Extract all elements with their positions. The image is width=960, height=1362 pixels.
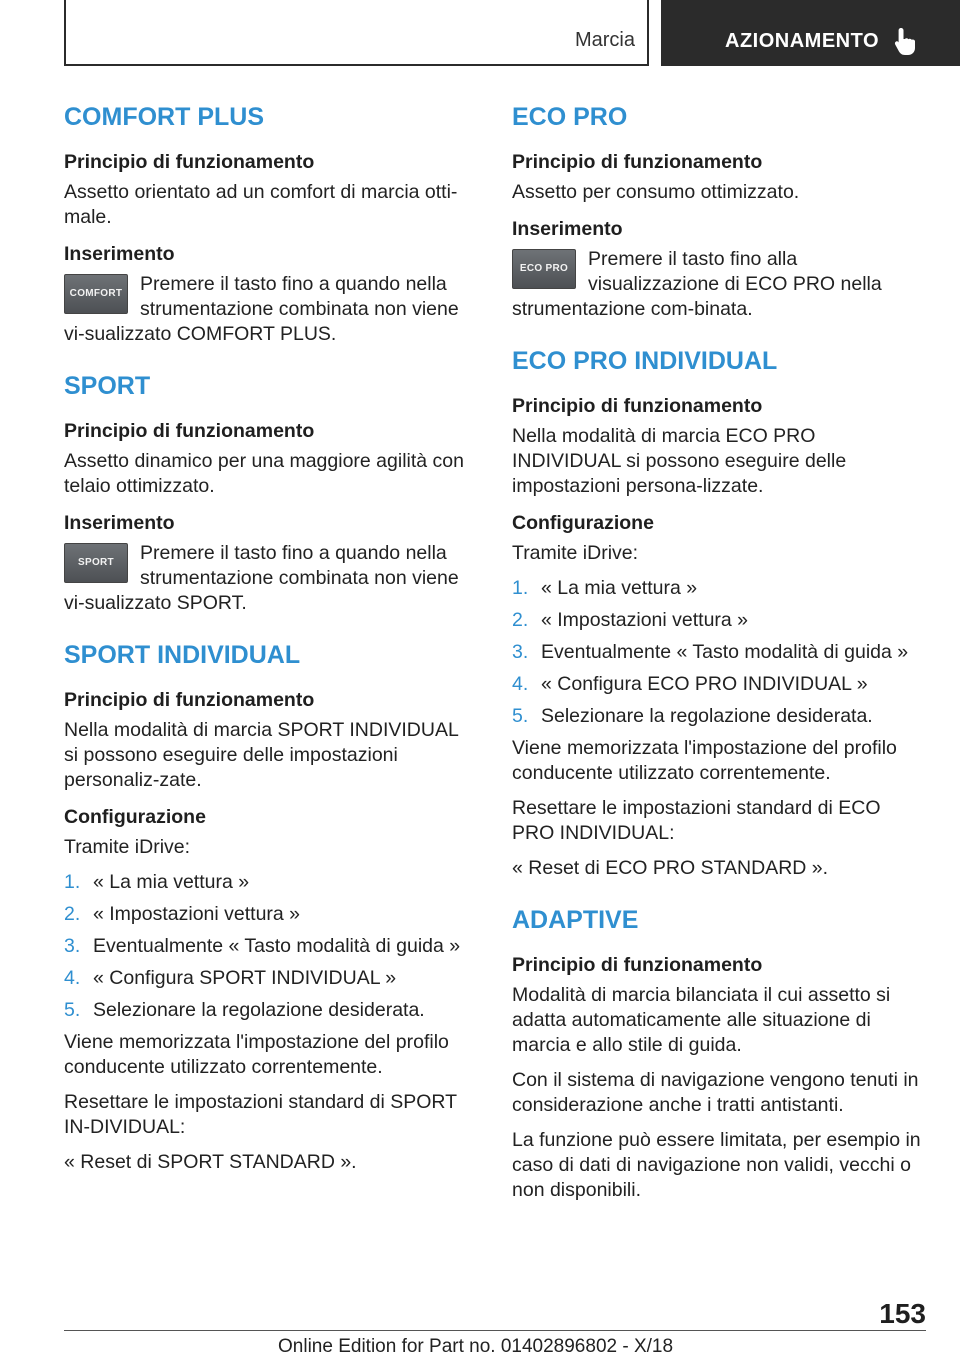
step-text: « La mia vettura » (93, 871, 250, 893)
step-text: « Configura ECO PRO INDIVIDUAL » (541, 673, 868, 695)
list-item (512, 608, 924, 633)
eco-pro-individual-config-intro: Tramite iDrive: (512, 542, 639, 564)
eco-pro-activation-heading: Inserimento (512, 218, 623, 240)
step-number: 3. (64, 935, 81, 957)
eco-pro-individual-steps (512, 576, 924, 729)
sport-individual-steps (64, 870, 476, 1023)
comfort-plus-principle-text: Assetto orientato ad un comfort di marcia otti-male. (64, 181, 458, 228)
eco-pro-individual-heading: ECO PRO INDIVIDUAL (512, 347, 778, 375)
eco-pro-button-image: ECO PRO (512, 249, 576, 289)
eco-pro-activation-text: Premere il tasto fino alla visualizzazione di ECO PRO nella strumentazione com-binata. (512, 248, 882, 320)
step-number: 2. (512, 609, 529, 631)
list-item (512, 640, 924, 665)
eco-pro-individual-saved-text: Viene memorizzata l'impostazione del profilo conducente utilizzato correntemente. (512, 737, 897, 784)
header-section-label: Marcia (574, 29, 635, 51)
sport-individual-heading: SPORT INDIVIDUAL (64, 641, 301, 669)
sport-individual-principle-text: Nella modalità di marcia SPORT INDIVIDUAL si possono eseguire delle impostazioni personaliz-zate. (64, 719, 459, 791)
right-column (512, 100, 924, 1213)
step-text: « Impostazioni vettura » (541, 609, 749, 631)
list-item (64, 902, 476, 927)
left-column (64, 100, 476, 1185)
sport-individual-config-heading: Configurazione (64, 806, 206, 828)
step-text: Selezionare la regolazione desiderata. (541, 705, 873, 727)
step-number: 5. (64, 999, 81, 1021)
eco-pro-individual-reset-path: « Reset di ECO PRO STANDARD ». (512, 857, 829, 879)
comfort-plus-principle-heading: Principio di funzionamento (64, 151, 315, 173)
adaptive-heading: ADAPTIVE (512, 906, 639, 934)
step-text: « La mia vettura » (541, 577, 698, 599)
comfort-plus-heading: COMFORT PLUS (64, 103, 264, 131)
sport-principle-heading: Principio di funzionamento (64, 420, 315, 442)
sport-activation-heading: Inserimento (64, 512, 175, 534)
step-text: Eventualmente « Tasto modalità di guida » (541, 641, 909, 663)
list-item (64, 998, 476, 1023)
sport-individual-principle-heading: Principio di funzionamento (64, 689, 315, 711)
comfort-plus-activation-heading: Inserimento (64, 243, 175, 265)
sport-activation-text: Premere il tasto fino a quando nella strumentazione combinata non viene vi-sualizzato SPORT. (64, 542, 459, 614)
list-item (512, 672, 924, 697)
comfort-plus-activation-text: Premere il tasto fino a quando nella strumentazione combinata non viene vi-sualizzato COMFORT PLUS. (64, 273, 459, 345)
footer-divider (64, 1330, 926, 1331)
step-text: « Configura SPORT INDIVIDUAL » (93, 967, 397, 989)
step-number: 1. (512, 577, 529, 599)
step-number: 4. (512, 673, 529, 695)
step-number: 1. (64, 871, 81, 893)
sport-individual-config-intro: Tramite iDrive: (64, 836, 191, 858)
list-item (64, 966, 476, 991)
header-chapter-label: AZIONAMENTO (725, 30, 880, 52)
step-text: Eventualmente « Tasto modalità di guida » (93, 935, 461, 957)
header-section-box (64, 0, 649, 66)
list-item (512, 704, 924, 729)
step-text: « Impostazioni vettura » (93, 903, 301, 925)
list-item (64, 870, 476, 895)
page-number: 153 (879, 1298, 926, 1329)
eco-pro-heading: ECO PRO (512, 103, 628, 131)
step-number: 5. (512, 705, 529, 727)
sport-individual-reset-path: « Reset di SPORT STANDARD ». (64, 1151, 357, 1173)
eco-pro-activation (512, 247, 924, 322)
sport-activation (64, 541, 476, 616)
eco-pro-principle-text: Assetto per consumo ottimizzato. (512, 181, 800, 203)
sport-heading: SPORT (64, 372, 151, 400)
comfort-button-image: COMFORT (64, 274, 128, 314)
sport-individual-saved-text: Viene memorizzata l'impostazione del profilo conducente utilizzato correntemente. (64, 1031, 449, 1078)
eco-pro-individual-reset-text: Resettare le impostazioni standard di ECO PRO INDIVIDUAL: (512, 797, 881, 844)
eco-pro-individual-config-heading: Configurazione (512, 512, 654, 534)
eco-pro-principle-heading: Principio di funzionamento (512, 151, 763, 173)
step-text: Selezionare la regolazione desiderata. (93, 999, 425, 1021)
step-number: 3. (512, 641, 529, 663)
sport-principle-text: Assetto dinamico per una maggiore agilità con telaio ottimizzato. (64, 450, 464, 497)
sport-individual-reset-text: Resettare le impostazioni standard di SPORT IN-DIVIDUAL: (64, 1091, 457, 1138)
adaptive-principle-heading: Principio di funzionamento (512, 954, 763, 976)
sport-button-image: SPORT (64, 543, 128, 583)
adaptive-paragraph-1: Modalità di marcia bilanciata il cui assetto si adatta automaticamente alle situazione di marcia e allo stile di guida. (512, 984, 891, 1056)
list-item (64, 934, 476, 959)
adaptive-paragraph-3: La funzione può essere limitata, per esempio in caso di dati di navigazione non validi, vecchi o non disponibili. (512, 1129, 921, 1201)
step-number: 4. (64, 967, 81, 989)
list-item (512, 576, 924, 601)
comfort-plus-activation (64, 272, 476, 347)
step-number: 2. (64, 903, 81, 925)
eco-pro-individual-principle-text: Nella modalità di marcia ECO PRO INDIVIDUAL si possono eseguire delle impostazioni persona-lizzate. (512, 425, 847, 497)
adaptive-paragraph-2: Con il sistema di navigazione vengono tenuti in considerazione anche i tratti antistanti. (512, 1069, 919, 1116)
header-chapter-box (661, 0, 960, 66)
hand-pointer-icon (893, 26, 921, 56)
eco-pro-individual-principle-heading: Principio di funzionamento (512, 395, 763, 417)
footer-edition: Online Edition for Part no. 01402896802 - X/18 (278, 1336, 674, 1357)
